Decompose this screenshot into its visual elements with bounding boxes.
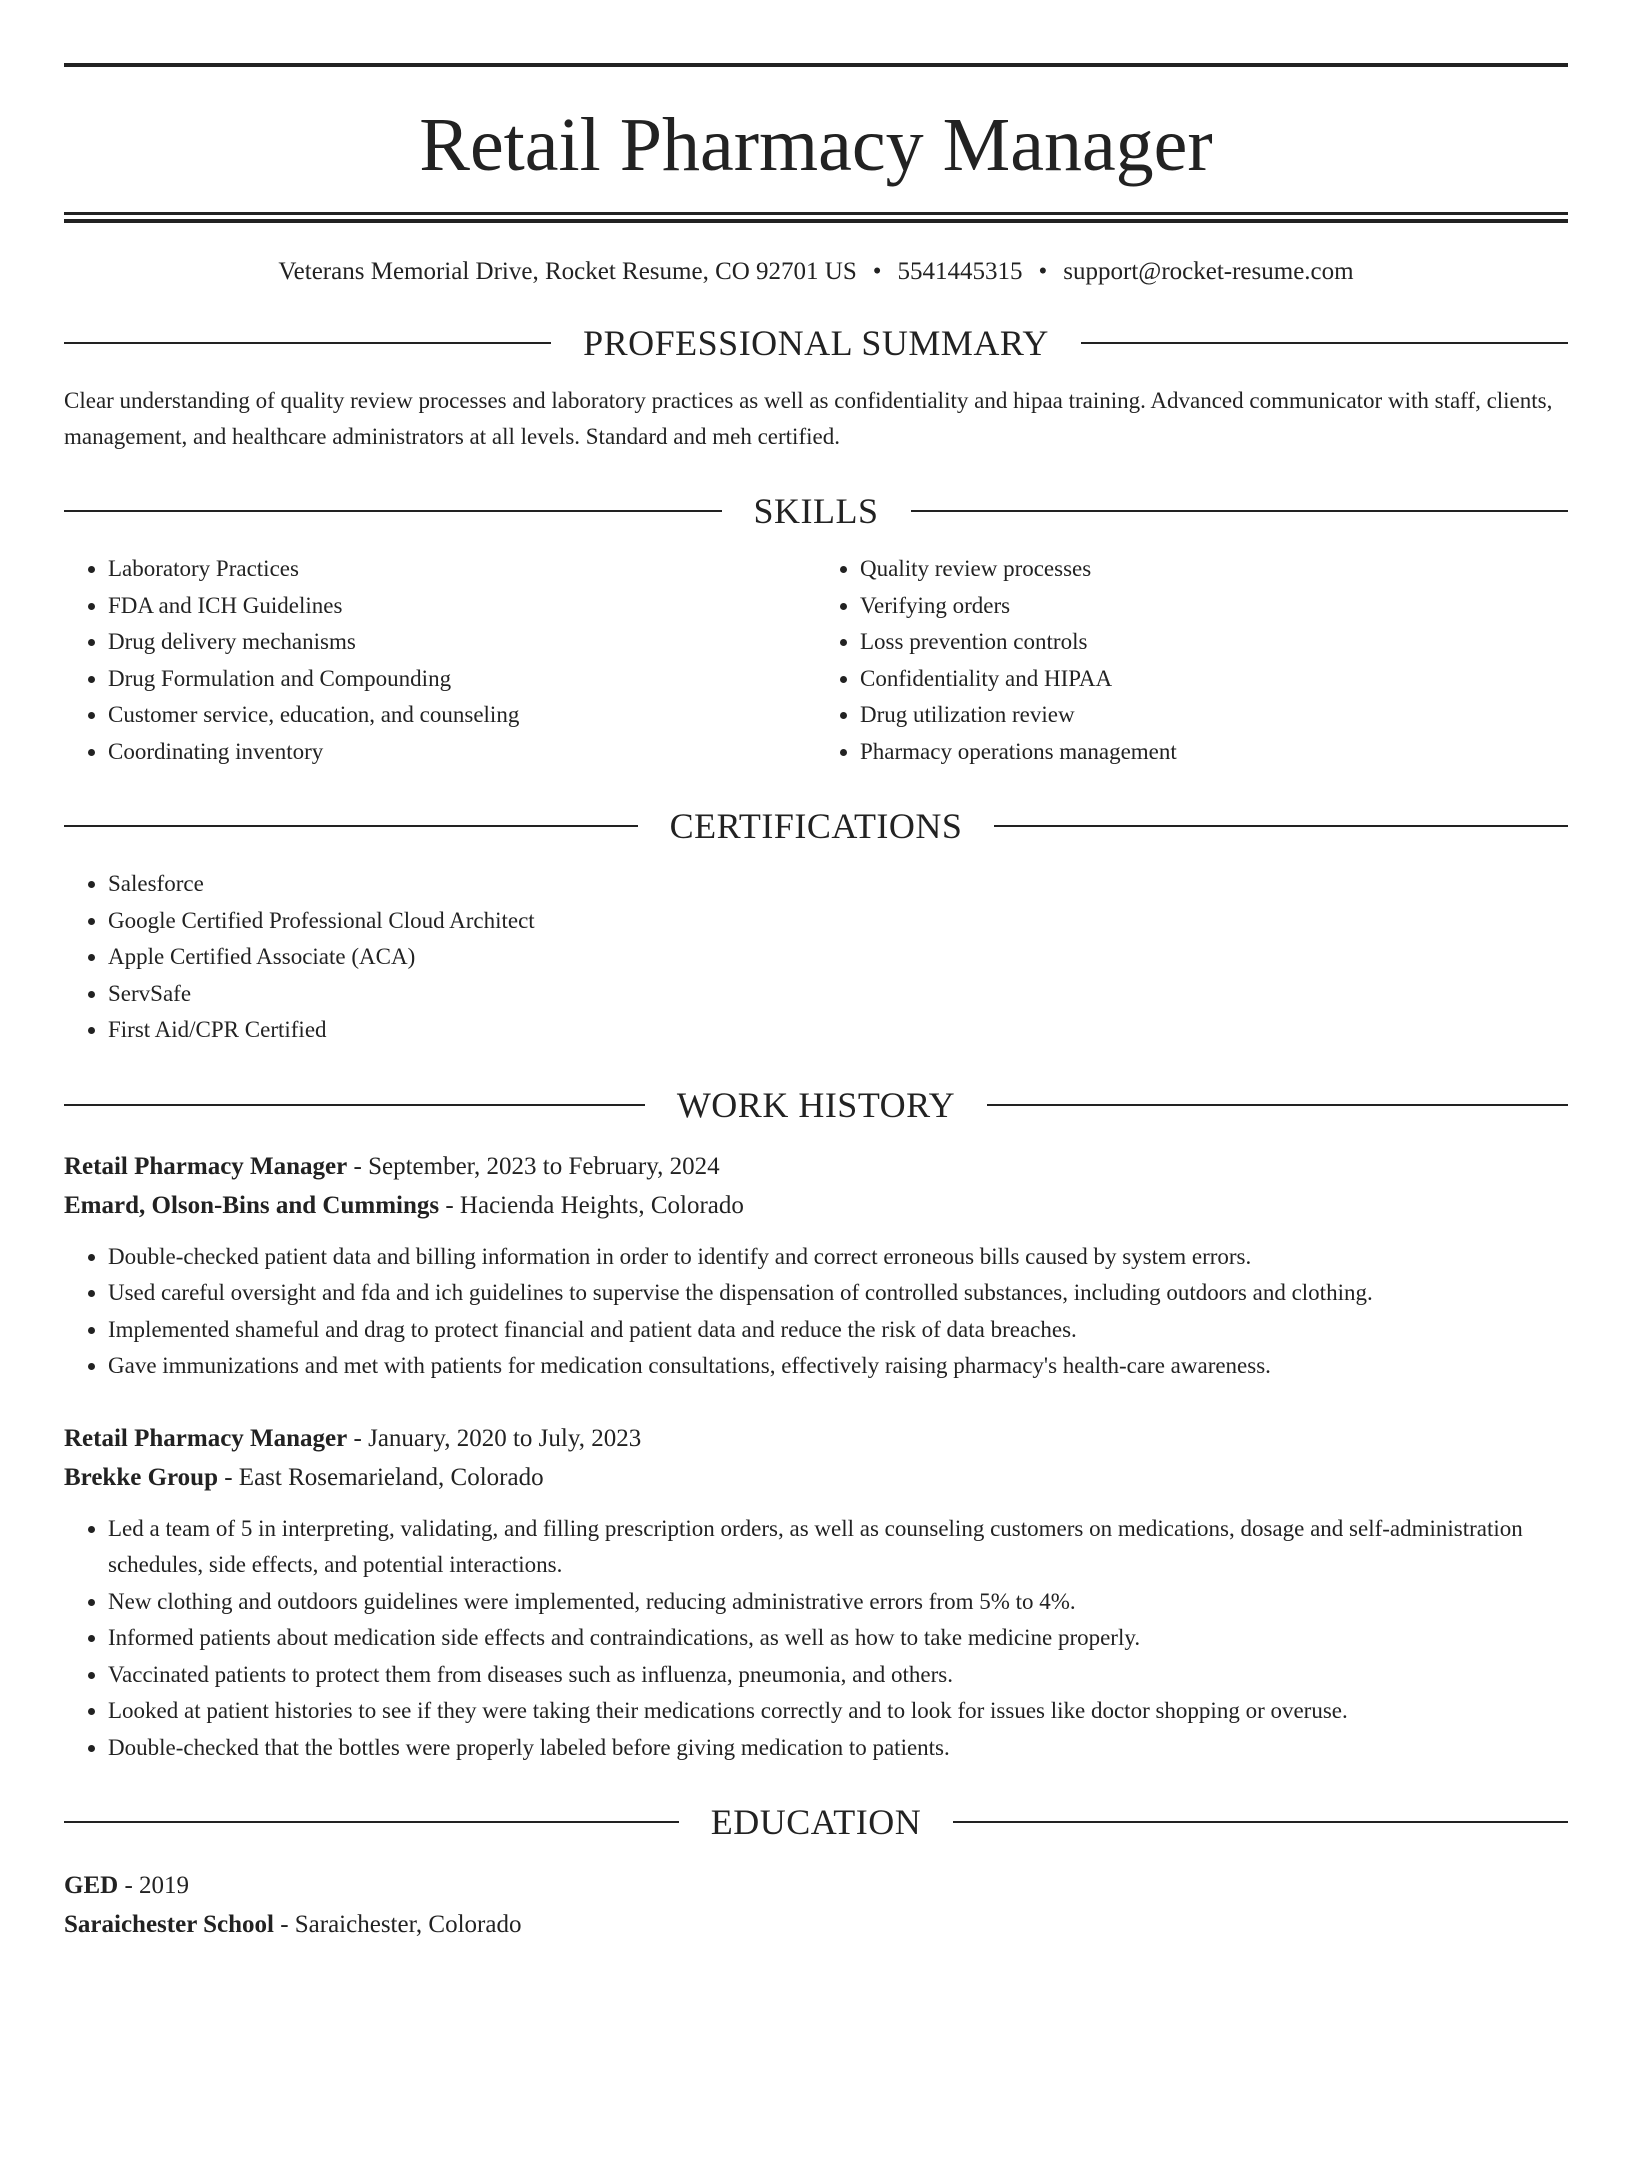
skills-list-left bbox=[64, 551, 816, 770]
job-bullet: • Led a team of 5 in interpreting, validating, and filling prescription orders, as well as counseling customers on medications, dosage and self-administration schedules, side effects, and potential interactions. bbox=[108, 1511, 1568, 1584]
certification-item: • Salesforce bbox=[108, 866, 1568, 903]
summary-title: PROFESSIONAL SUMMARY bbox=[583, 323, 1049, 363]
job-entry bbox=[64, 1419, 1568, 1767]
job-bullet: • Double-checked that the bottles were properly labeled before giving medication to patients. bbox=[108, 1730, 1568, 1767]
certifications-block bbox=[64, 866, 1568, 1049]
certification-item: • Google Certified Professional Cloud Architect bbox=[108, 903, 1568, 940]
job-company-line bbox=[64, 1458, 1568, 1497]
resume-name: Retail Pharmacy Manager bbox=[419, 103, 1213, 187]
skill-item: • Pharmacy operations management bbox=[860, 734, 1568, 771]
job-role: Retail Pharmacy Manager bbox=[64, 1424, 348, 1452]
contact-address: Veterans Memorial Drive, Rocket Resume, CO 92701 US bbox=[278, 258, 857, 285]
certifications-title: CERTIFICATIONS bbox=[669, 806, 963, 846]
job-role: Retail Pharmacy Manager bbox=[64, 1152, 348, 1180]
summary-heading bbox=[64, 325, 1568, 361]
certifications-list bbox=[64, 866, 1568, 1049]
job-bullet: • Double-checked patient data and billing information in order to identify and correct erroneous bills caused by system errors. bbox=[108, 1239, 1568, 1276]
skill-item: • Laboratory Practices bbox=[108, 551, 816, 588]
contact-separator: • bbox=[872, 258, 882, 285]
skill-item: • Drug delivery mechanisms bbox=[108, 624, 816, 661]
certification-item: • Apple Certified Associate (ACA) bbox=[108, 939, 1568, 976]
skills-column-right bbox=[816, 551, 1568, 770]
contact-separator: • bbox=[1038, 258, 1048, 285]
job-dates: - January, 2020 to July, 2023 bbox=[347, 1424, 642, 1452]
education-heading bbox=[64, 1804, 1568, 1840]
top-rule bbox=[64, 63, 1568, 67]
education-school-line bbox=[64, 1905, 1568, 1944]
work-title: WORK HISTORY bbox=[676, 1084, 956, 1125]
job-bullet: • Vaccinated patients to protect them from diseases such as influenza, pneumonia, and others. bbox=[108, 1657, 1568, 1694]
job-bullets bbox=[64, 1239, 1568, 1385]
skill-item: • Loss prevention controls bbox=[860, 624, 1568, 661]
resume-page bbox=[0, 63, 1632, 2175]
double-rule bbox=[64, 212, 1568, 223]
skill-item: • Verifying orders bbox=[860, 588, 1568, 625]
skills-columns bbox=[64, 551, 1568, 770]
job-bullet: • Implemented shameful and drag to protect financial and patient data and reduce the risk of data breaches. bbox=[108, 1312, 1568, 1349]
summary-text: Clear understanding of quality review processes and laboratory practices as well as confidentiality and hipaa training. Advanced communicator with staff, clients, management, and healthcare administrators at all levels. Standard and meh certified. bbox=[64, 388, 1553, 449]
job-company: Emard, Olson-Bins and Cummings bbox=[64, 1191, 440, 1219]
job-bullets bbox=[64, 1511, 1568, 1767]
job-bullet: • Looked at patient histories to see if they were taking their medications correctly and to look for issues like doctor shopping or overuse. bbox=[108, 1693, 1568, 1730]
heading-rule bbox=[953, 1821, 1568, 1823]
education-location: - Saraichester, Colorado bbox=[273, 1911, 522, 1938]
education-title: EDUCATION bbox=[710, 1802, 922, 1842]
job-location: - East Rosemarieland, Colorado bbox=[217, 1463, 544, 1491]
heading-rule bbox=[1081, 342, 1568, 344]
job-entry bbox=[64, 1147, 1568, 1385]
contact-phone: 5541445315 bbox=[897, 258, 1023, 285]
certification-item: • First Aid/CPR Certified bbox=[108, 1012, 1568, 1049]
heading-rule bbox=[987, 1104, 1568, 1106]
skill-item: • Customer service, education, and counseling bbox=[108, 697, 816, 734]
job-location: - Hacienda Heights, Colorado bbox=[439, 1191, 744, 1219]
education-year: - 2019 bbox=[118, 1872, 190, 1899]
heading-rule bbox=[64, 510, 722, 512]
work-heading bbox=[64, 1084, 1568, 1125]
job-role-line bbox=[64, 1419, 1568, 1458]
contact-line bbox=[64, 257, 1568, 287]
contact-email: support@rocket-resume.com bbox=[1063, 258, 1354, 285]
heading-rule bbox=[994, 825, 1568, 827]
skills-column-left bbox=[64, 551, 816, 770]
certification-item: • ServSafe bbox=[108, 976, 1568, 1013]
job-company-line bbox=[64, 1186, 1568, 1225]
skills-heading bbox=[64, 493, 1568, 529]
education-degree: GED bbox=[64, 1872, 119, 1899]
skill-item: • Confidentiality and HIPAA bbox=[860, 661, 1568, 698]
job-company: Brekke Group bbox=[64, 1463, 218, 1491]
education-entry bbox=[64, 1866, 1568, 1944]
skills-list-right bbox=[816, 551, 1568, 770]
education-school: Saraichester School bbox=[64, 1911, 274, 1938]
job-bullet: • Informed patients about medication side effects and contraindications, as well as how to take medicine properly. bbox=[108, 1620, 1568, 1657]
education-degree-line bbox=[64, 1866, 1568, 1905]
heading-rule bbox=[911, 510, 1569, 512]
heading-rule bbox=[64, 342, 551, 344]
skill-item: • Quality review processes bbox=[860, 551, 1568, 588]
skill-item: • Drug Formulation and Compounding bbox=[108, 661, 816, 698]
skill-item: • FDA and ICH Guidelines bbox=[108, 588, 816, 625]
job-bullet: • Used careful oversight and fda and ich guidelines to supervise the dispensation of controlled substances, including outdoors and clothing. bbox=[108, 1275, 1568, 1312]
skill-item: • Coordinating inventory bbox=[108, 734, 816, 771]
heading-rule bbox=[64, 1104, 645, 1106]
skills-title: SKILLS bbox=[753, 491, 879, 531]
job-bullet: • Gave immunizations and met with patients for medication consultations, effectively raising pharmacy's health-care awareness. bbox=[108, 1348, 1568, 1385]
job-bullet: • New clothing and outdoors guidelines were implemented, reducing administrative errors from 5% to 4%. bbox=[108, 1584, 1568, 1621]
certifications-heading bbox=[64, 808, 1568, 844]
heading-rule bbox=[64, 1821, 679, 1823]
heading-rule bbox=[64, 825, 638, 827]
skill-item: • Drug utilization review bbox=[860, 697, 1568, 734]
job-role-line bbox=[64, 1147, 1568, 1186]
job-dates: - September, 2023 to February, 2024 bbox=[347, 1152, 720, 1180]
